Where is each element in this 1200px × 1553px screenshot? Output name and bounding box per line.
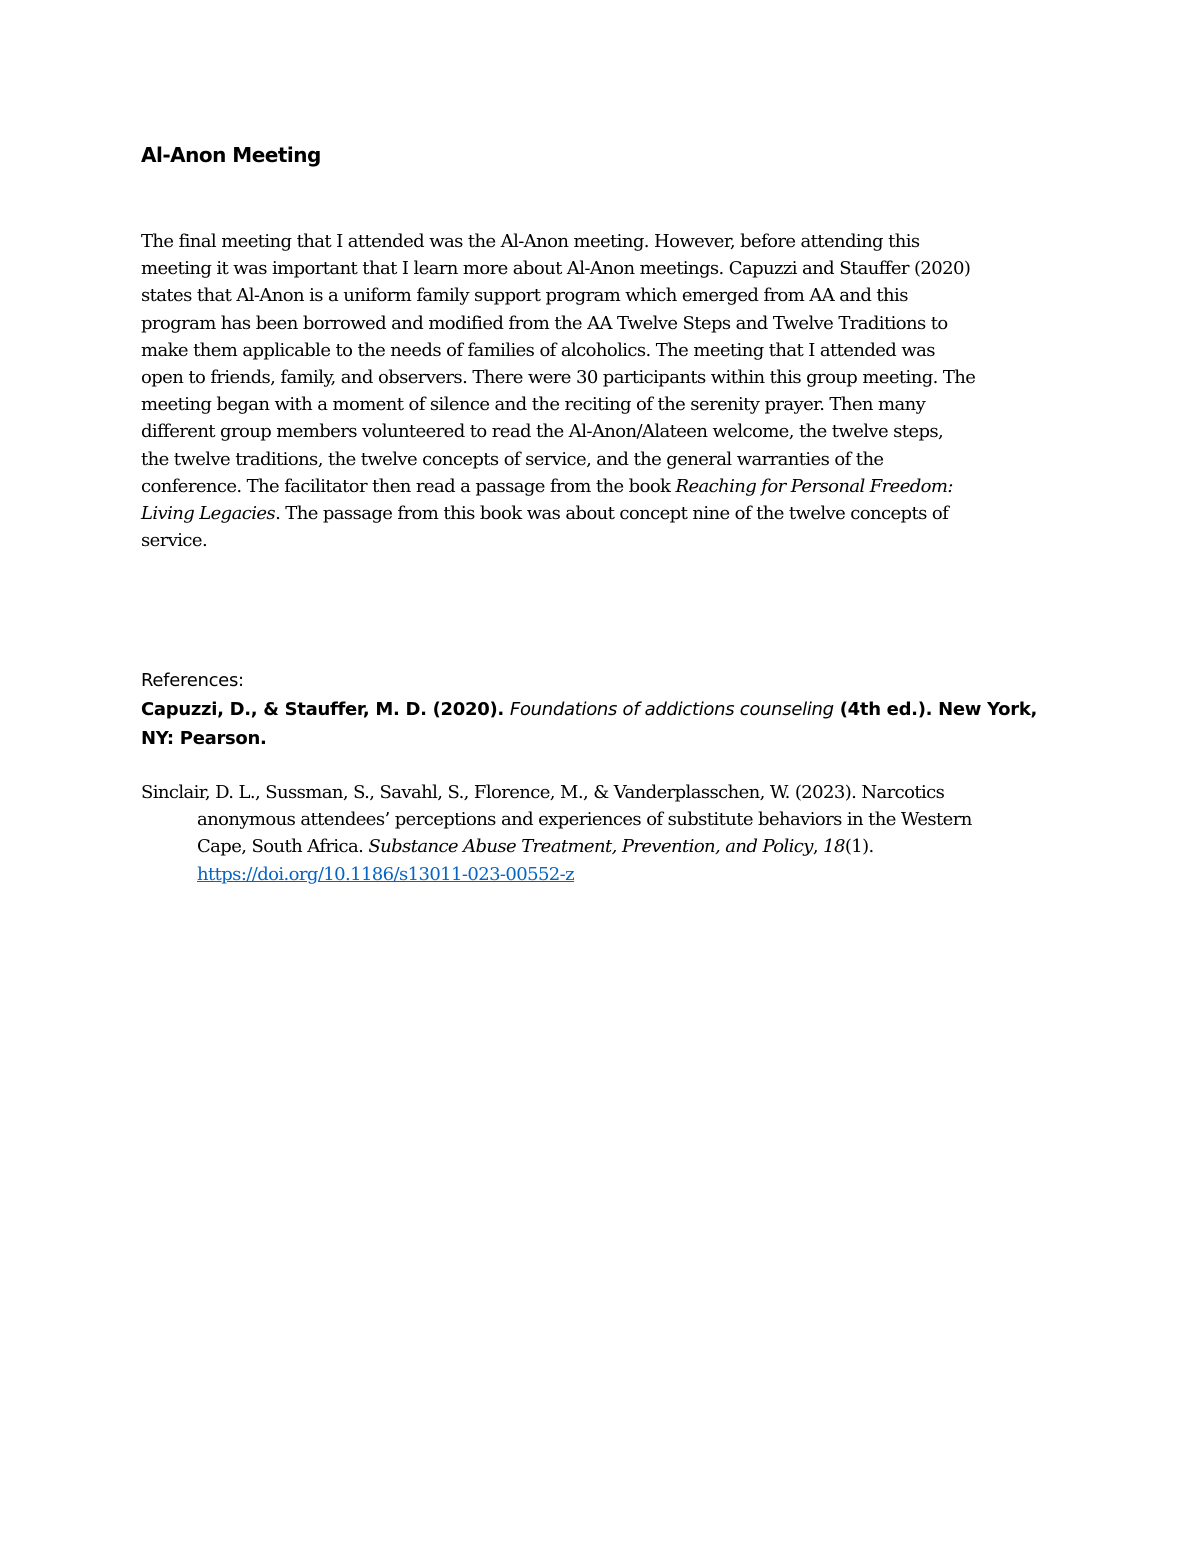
body-line: make them applicable to the needs of families of alcoholics. The meeting that I attended was (141, 339, 935, 361)
references-block (141, 666, 1071, 753)
body-line: program has been borrowed and modified from the AA Twelve Steps and Twelve Traditions to (141, 312, 948, 334)
journal-title: Substance Abuse Treatment, Prevention, and Policy (368, 836, 813, 858)
journal-volume: 18 (823, 836, 845, 858)
book-title: Living Legacies (141, 503, 276, 525)
section-heading: Al-Anon Meeting (141, 143, 321, 167)
reference-line: Sinclair, D. L., Sussman, S., Savahl, S., Florence, M., & Vanderplasschen, W. (2023). Narcotics (141, 782, 945, 803)
body-line (141, 473, 1071, 500)
reference-title: Foundations of addictions counseling (509, 699, 834, 720)
doi-link[interactable]: https://doi.org/10.1186/s13011-023-00552-z (197, 863, 575, 885)
body-line-text: conference. The facilitator then read a passage from the book (141, 475, 676, 497)
reference-line: anonymous attendees’ perceptions and experiences of substitute behaviors in the Western (197, 809, 972, 831)
journal-issue: (1). (844, 836, 874, 858)
reference-publisher: NY: Pearson. (141, 728, 267, 749)
body-line: states that Al-Anon is a uniform family support program which emerged from AA and this (141, 285, 908, 307)
reference-line (141, 861, 1081, 888)
body-paragraph (141, 228, 1071, 554)
reference-separator: , (812, 836, 824, 858)
reference-entry (141, 695, 1071, 724)
body-line: meeting began with a moment of silence and the reciting of the serenity prayer. Then many (141, 394, 926, 416)
reference-edition: (4th ed.). New York, (833, 699, 1038, 720)
reference-entry (141, 779, 1081, 888)
body-line: service. (141, 530, 208, 552)
book-title: Reaching for Personal Freedom: (675, 475, 953, 497)
body-line: The final meeting that I attended was the Al-Anon meeting. However, before attending this (141, 231, 920, 252)
reference-text: Cape, South Africa. (197, 836, 369, 858)
reference-line (141, 833, 1081, 860)
body-line (141, 500, 1071, 527)
body-line: open to friends, family, and observers. There were 30 participants within this group meeting. The (141, 367, 976, 389)
body-line: the twelve traditions, the twelve concepts of service, and the general warranties of the (141, 448, 884, 470)
body-line: meeting it was important that I learn more about Al-Anon meetings. Capuzzi and Stauffer (2020) (141, 258, 971, 280)
references-label: References: (141, 670, 244, 691)
body-line: different group members volunteered to read the Al-Anon/Alateen welcome, the twelve steps, (141, 421, 944, 443)
reference-authors: Capuzzi, D., & Stauffer, M. D. (2020). (141, 699, 510, 720)
body-line-text: . The passage from this book was about concept nine of the twelve concepts of (275, 503, 949, 525)
